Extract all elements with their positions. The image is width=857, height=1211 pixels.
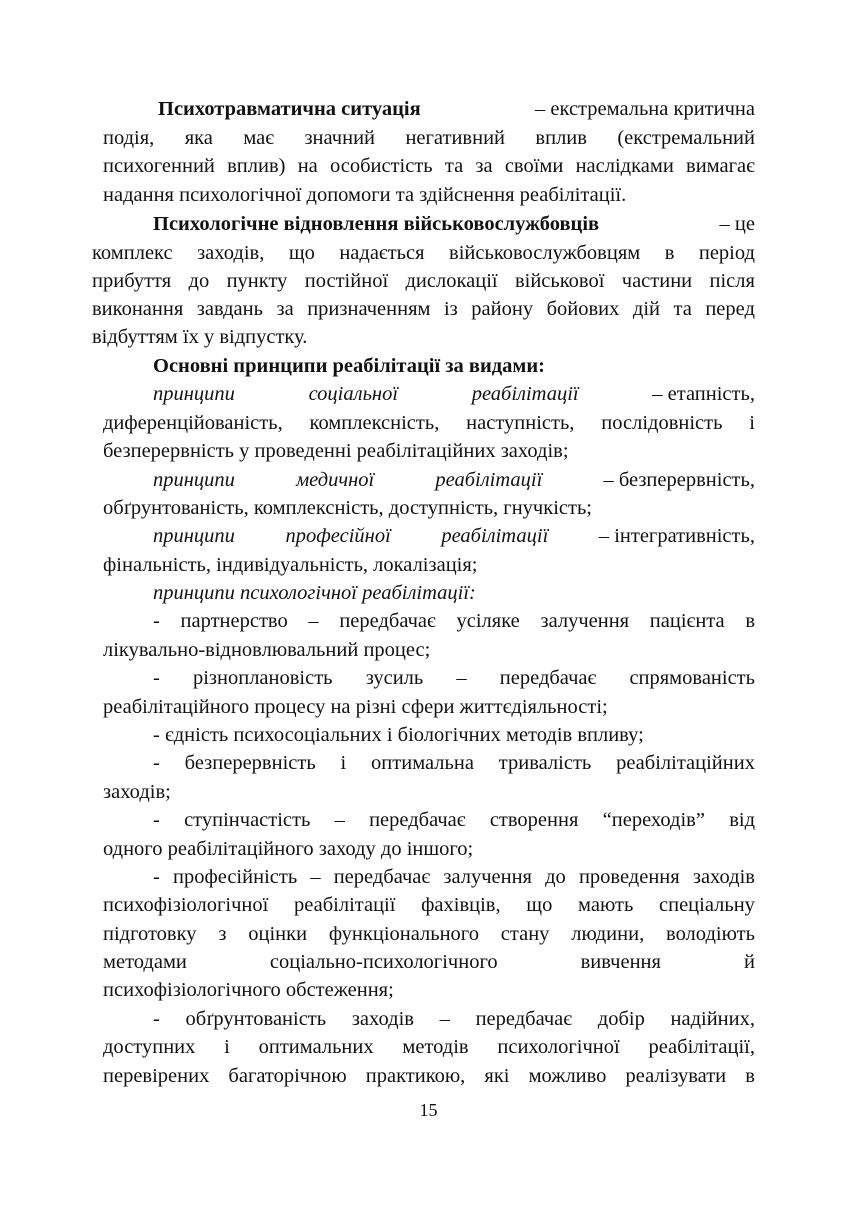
word: прибуття xyxy=(92,270,172,292)
item-validity-line-3 xyxy=(103,1062,755,1090)
item-professionalism-line-4 xyxy=(103,948,755,976)
label-word: соціальної xyxy=(308,383,399,405)
word: соціально-психологічного xyxy=(269,951,498,973)
word: реабілітації xyxy=(294,894,396,916)
word: і xyxy=(224,1036,230,1058)
word: наслідками xyxy=(575,155,674,177)
p1-line-3 xyxy=(103,152,755,180)
word: виконання xyxy=(92,298,184,320)
word: - xyxy=(153,752,160,774)
word: від xyxy=(729,809,755,831)
word: передбачає xyxy=(369,809,466,831)
label-psychological-rehabilitation: принципи психологічної реабілітації: xyxy=(153,582,476,604)
word: на xyxy=(297,155,318,177)
word: в xyxy=(745,610,755,632)
word: підготовку xyxy=(103,923,197,945)
word: вплив) xyxy=(227,155,286,177)
item-stepwise-line-1 xyxy=(153,806,755,834)
word: завдань xyxy=(196,298,263,320)
word: можливо xyxy=(528,1065,607,1087)
word: зусиль xyxy=(365,667,424,689)
word: після xyxy=(709,270,755,292)
item-professionalism-line-1 xyxy=(153,863,755,891)
p1-line-4: надання психологічної допомоги та здійснення реабілітації. xyxy=(103,184,627,206)
word: - xyxy=(153,866,160,888)
word: – xyxy=(439,1008,450,1030)
word: з xyxy=(218,923,227,945)
word: створення xyxy=(489,809,579,831)
word: - xyxy=(153,610,160,632)
word: має xyxy=(243,127,275,149)
word: пункту xyxy=(226,270,288,292)
word: військовослужбовцям xyxy=(449,242,641,264)
item-professionalism-line-5: психофізіологічного обстеження; xyxy=(103,979,394,1001)
word: залучення xyxy=(540,610,630,632)
professional-line-2: фінальність, індивідуальність, локалізація; xyxy=(103,554,478,576)
word: що xyxy=(288,242,315,264)
word: проведення xyxy=(578,866,680,888)
word: оцінки xyxy=(248,923,308,945)
word: призначенням xyxy=(307,298,431,320)
word: вплив xyxy=(535,127,587,149)
word: подія, xyxy=(103,127,155,149)
word: за xyxy=(475,155,493,177)
word: надається xyxy=(339,242,425,264)
word: психогенний xyxy=(103,155,215,177)
item-professionalism-line-2 xyxy=(103,891,755,919)
word: безперервність xyxy=(184,752,316,774)
word: стану xyxy=(500,923,550,945)
label-word: професійної xyxy=(285,525,391,547)
word: реабілітаційних xyxy=(616,752,755,774)
social-line-2 xyxy=(103,409,755,437)
word: вивчення xyxy=(580,951,661,973)
medical-line-2: обґрунтованість, комплексність, доступність, гнучкість; xyxy=(103,497,592,519)
section-heading: Основні принципи реабілітації за видами: xyxy=(153,355,546,377)
social-line-3: безперервність у проведенні реабілітаційних заходів; xyxy=(103,440,569,462)
word: партнерство xyxy=(180,610,288,632)
item-unity-line-1: - єдність психосоціальних і біологічних методів впливу; xyxy=(153,724,644,746)
word: залучення xyxy=(443,866,532,888)
word: що xyxy=(526,894,553,916)
word: заходів xyxy=(692,866,755,888)
word: особистість xyxy=(329,155,433,177)
word: оптимальна xyxy=(371,752,474,774)
word: “переходів” xyxy=(602,809,705,831)
term-psychological-recovery: Психологічне відновлення військовослужбовців xyxy=(153,213,600,235)
p2-line-1: Психологічне відновлення військовослужбовців – це xyxy=(153,210,755,238)
word: в xyxy=(664,242,675,264)
label-word: реабілітації xyxy=(441,525,549,547)
word: добір xyxy=(597,1008,645,1030)
word: частини xyxy=(621,270,693,292)
word: мають xyxy=(578,894,634,916)
word: заходів xyxy=(351,1008,414,1030)
item-continuity-line-2: заходів; xyxy=(103,781,171,803)
word: оптимальних xyxy=(258,1036,374,1058)
medical-line-1: принципи медичної реабілітації – безперервність, xyxy=(153,466,755,494)
word: професійність xyxy=(172,866,298,888)
word: володіють xyxy=(666,923,755,945)
word: реалізувати xyxy=(625,1065,727,1087)
word: доступних xyxy=(103,1036,196,1058)
word: дій xyxy=(632,298,660,320)
word: значний xyxy=(304,127,376,149)
word: комплексність, xyxy=(309,412,440,434)
word: – xyxy=(308,610,319,632)
word: і xyxy=(749,412,755,434)
word: - xyxy=(153,1008,160,1030)
p1-line-2 xyxy=(103,124,755,152)
item-professionalism-line-3 xyxy=(103,920,755,948)
word: до xyxy=(545,866,566,888)
word: різноплановість xyxy=(192,667,333,689)
word: передбачає xyxy=(333,866,431,888)
word: наступність, xyxy=(466,412,575,434)
word: району xyxy=(471,298,534,320)
word: – xyxy=(310,866,321,888)
word: – xyxy=(334,809,345,831)
word: за xyxy=(276,298,294,320)
word: диференційованість, xyxy=(103,412,283,434)
word: які xyxy=(484,1065,510,1087)
word: обґрунтованість xyxy=(185,1008,327,1030)
word: із xyxy=(443,298,458,320)
label-word: принципи xyxy=(153,383,235,405)
label-word: реабілітації xyxy=(471,383,579,405)
item-partnership-line-1 xyxy=(153,607,755,635)
page-number: 15 xyxy=(419,1100,438,1120)
word: передбачає xyxy=(499,667,597,689)
p2-line-3 xyxy=(92,267,755,295)
word: усіляке xyxy=(456,610,520,632)
word: негативний xyxy=(405,127,506,149)
professional-line-1: принципи професійної реабілітації – інтегративність, xyxy=(153,522,755,550)
word: реабілітації, xyxy=(648,1036,755,1058)
word: й xyxy=(743,951,755,973)
word: перед xyxy=(705,298,755,320)
word: та xyxy=(673,298,692,320)
word: ступінчастість xyxy=(184,809,311,831)
word: постійної xyxy=(304,270,389,292)
word: функціонального xyxy=(328,923,479,945)
word: комплекс xyxy=(92,242,173,264)
word: до xyxy=(188,270,210,292)
item-partnership-line-2: лікувально-відновлювальний процес; xyxy=(103,639,431,661)
word: в xyxy=(745,1065,755,1087)
word: період xyxy=(698,242,755,264)
word: спрямованість xyxy=(629,667,755,689)
word: практикою, xyxy=(365,1065,466,1087)
word: пацієнта xyxy=(649,610,725,632)
word: вимагає xyxy=(686,155,755,177)
item-diversity-line-2: реабілітаційного процесу на різні сфери життєдіяльності; xyxy=(103,696,608,718)
word: бойових xyxy=(546,298,620,320)
label-word: принципи xyxy=(153,469,235,491)
word: надійних, xyxy=(670,1008,755,1030)
word: та xyxy=(444,155,464,177)
social-line-1: принципи соціальної реабілітації – етапність, xyxy=(153,380,755,408)
word: послідовність xyxy=(601,412,723,434)
word: психофізіологічної xyxy=(103,894,269,916)
word: методів xyxy=(402,1036,469,1058)
word: – xyxy=(456,667,467,689)
label-word: принципи xyxy=(153,525,235,547)
p1-line-1: Психотравматична ситуація – екстремальна критична xyxy=(158,95,755,123)
word: військової xyxy=(514,270,605,292)
term-psychotraumatic-situation: Психотравматична ситуація xyxy=(158,98,421,120)
word: і xyxy=(340,752,347,774)
label-word: реабілітації xyxy=(435,469,543,491)
word: заходів, xyxy=(197,242,265,264)
item-validity-line-1 xyxy=(153,1005,755,1033)
label-word: медичної xyxy=(296,469,375,491)
word: передбачає xyxy=(475,1008,573,1030)
item-stepwise-line-2: одного реабілітаційного заходу до іншого; xyxy=(103,838,474,860)
word: багаторічною xyxy=(228,1065,347,1087)
word: яка xyxy=(184,127,213,149)
item-continuity-line-1 xyxy=(153,749,755,777)
p2-line-2 xyxy=(92,239,755,267)
word: своїми xyxy=(504,155,564,177)
word: тривалість xyxy=(498,752,592,774)
word: методами xyxy=(103,951,187,973)
p2-line-4 xyxy=(92,295,755,323)
word: спеціальну xyxy=(659,894,755,916)
word: передбачає xyxy=(339,610,436,632)
word: фахівців, xyxy=(421,894,501,916)
word: перевірених xyxy=(103,1065,210,1087)
item-validity-line-2 xyxy=(103,1033,755,1061)
word: - xyxy=(153,667,160,689)
p2-line-5: відбуттям їх у відпустку. xyxy=(92,326,308,348)
word: людини, xyxy=(571,923,645,945)
word: - xyxy=(153,809,160,831)
word: дислокації xyxy=(405,270,498,292)
word: (екстремальний xyxy=(617,127,755,149)
item-diversity-line-1 xyxy=(153,664,755,692)
word: психологічної xyxy=(497,1036,620,1058)
